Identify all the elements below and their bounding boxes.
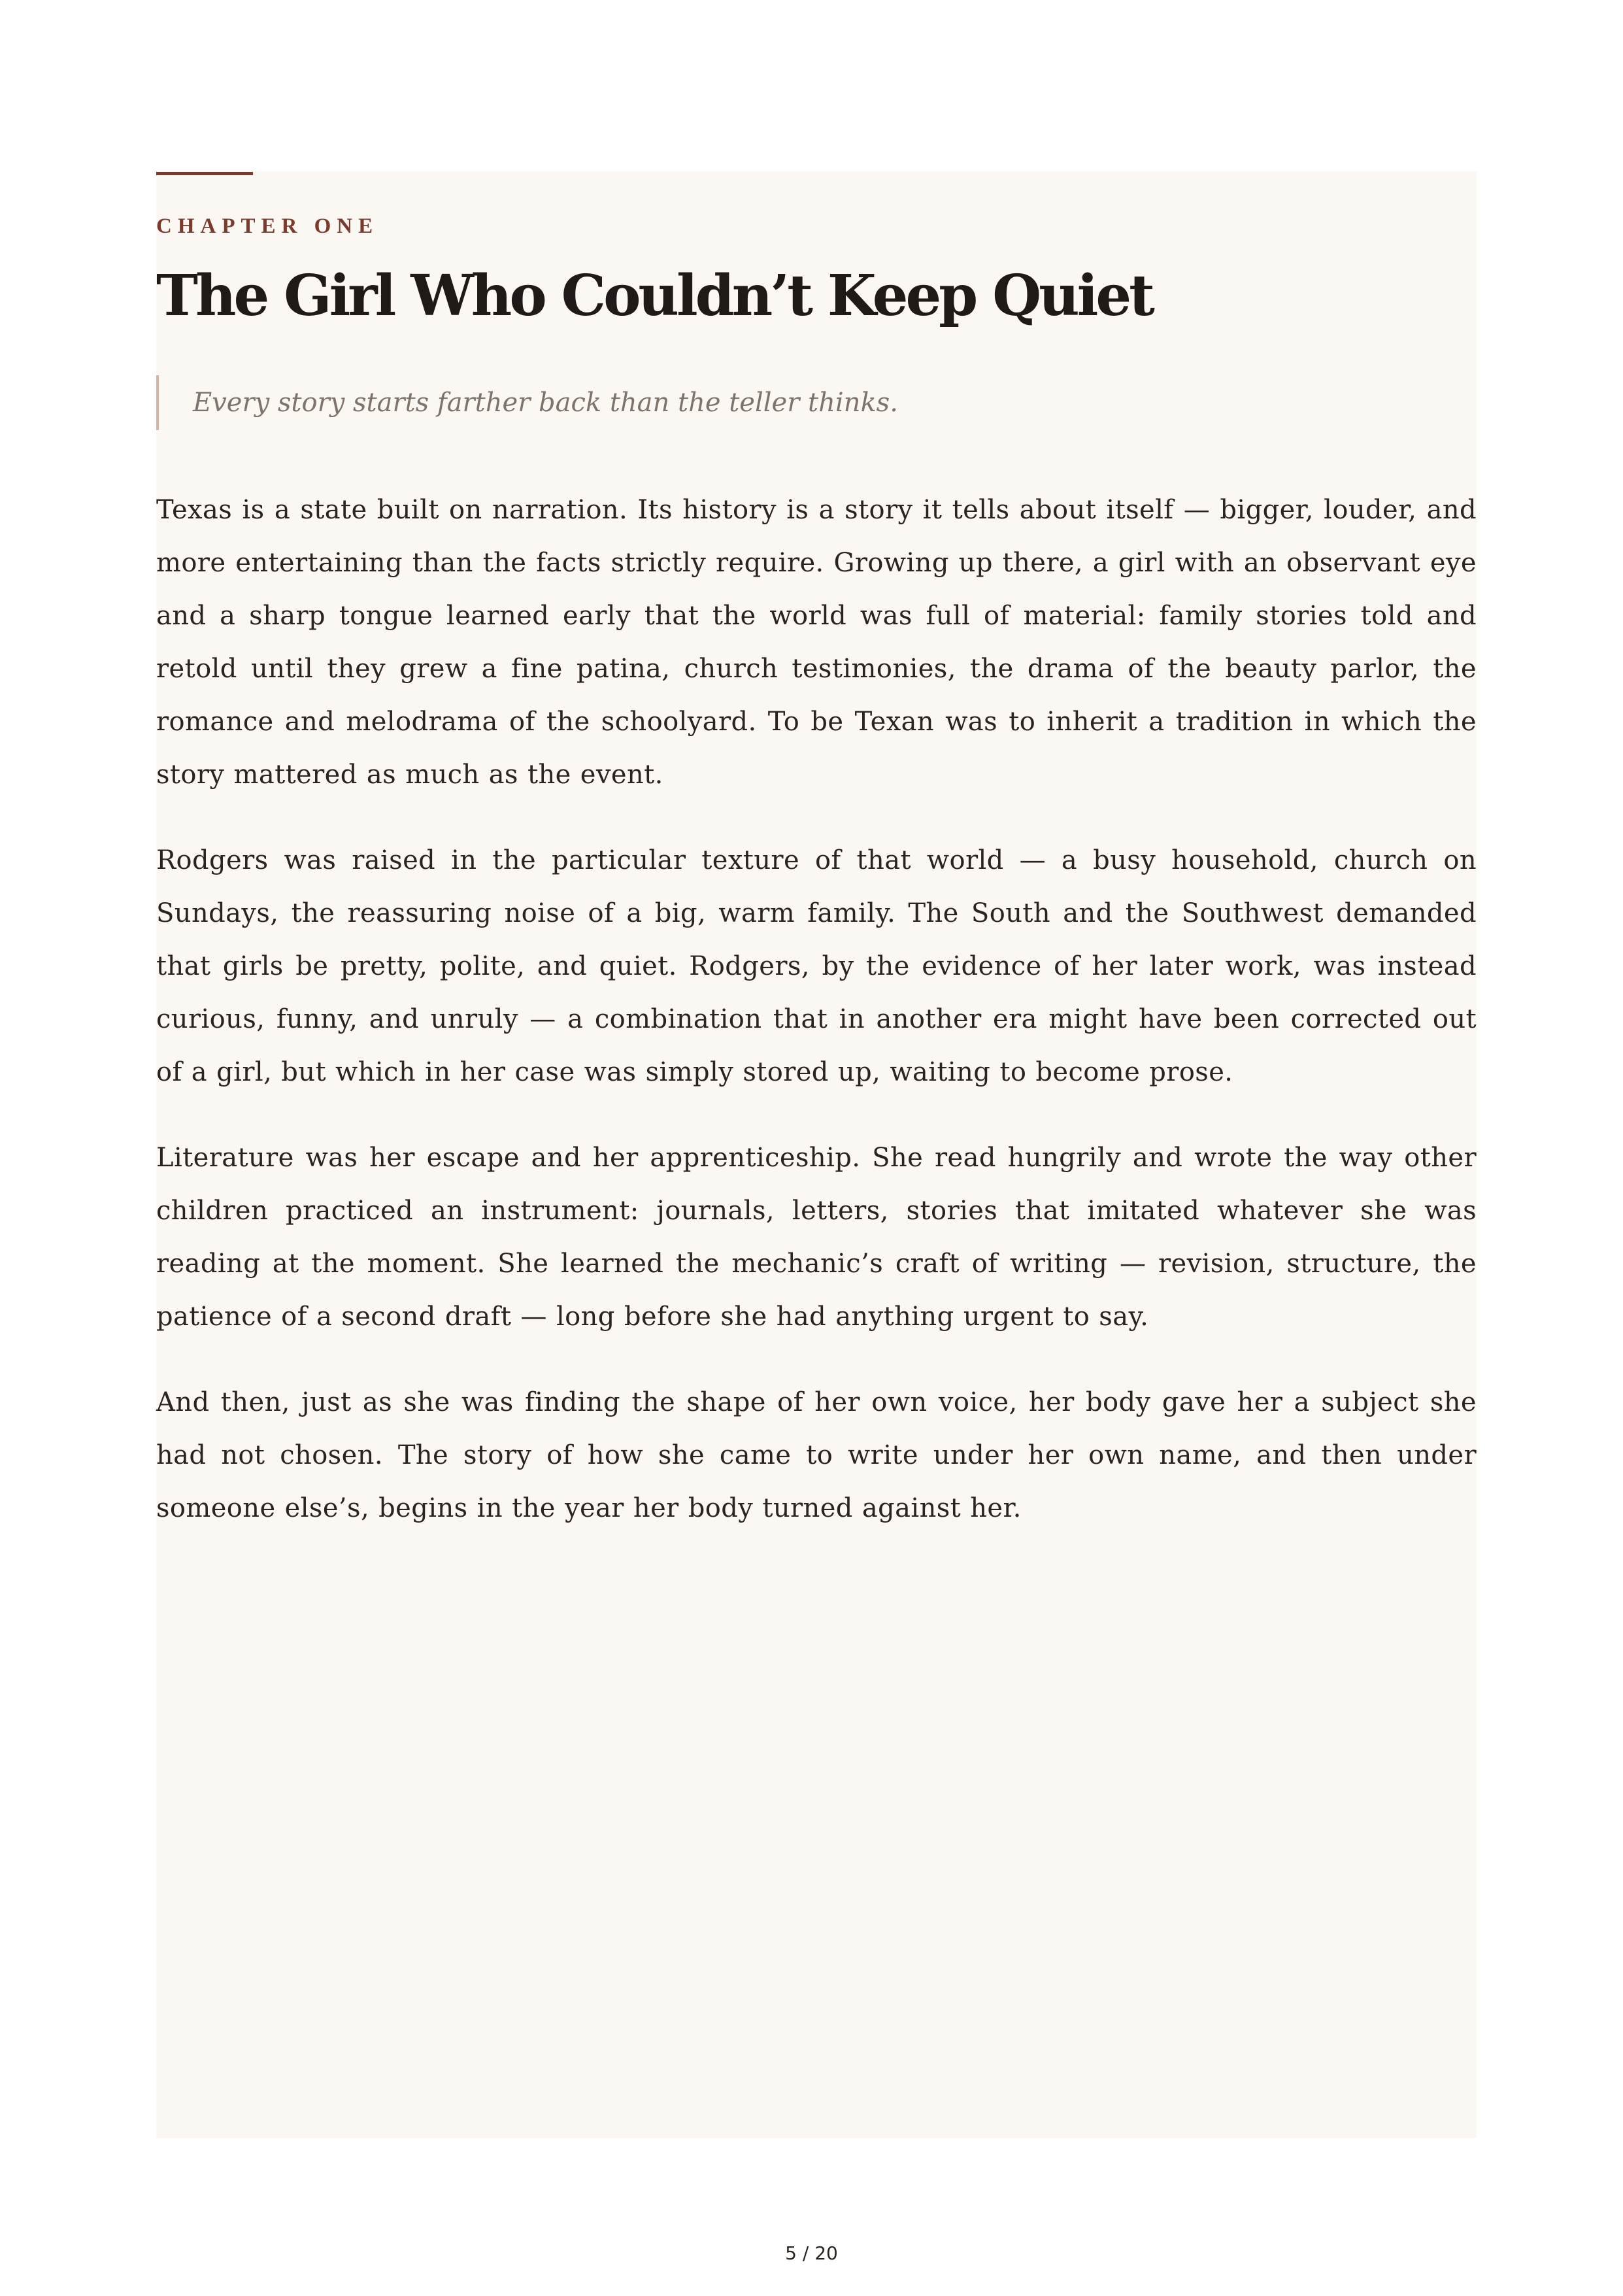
page-number: 5 / 20 [785, 2242, 838, 2264]
epigraph [156, 375, 898, 430]
epigraph-text: Every story starts farther back than the teller thinks. [193, 388, 898, 418]
paragraph: Rodgers was raised in the particular texture of that world — a busy household, church on Sundays, the reassuring noise of a big, warm family. The South and the Southwest demanded that girls be pretty, polite, and quiet. Rodgers, by the evidence of her later work, was instead curious, funny, and unruly — a combination that in another era might have been corrected out of a girl, but which in her case was simply stored up, waiting to become prose. [156, 845, 1477, 1087]
paragraph: Literature was her escape and her apprenticeship. She read hungrily and wrote the way other children practiced an instrument: journals, letters, stories that imitated whatever she was reading at the moment. She learned the mechanic’s craft of writing — revision, structure, the patience of a second draft — long before she had anything urgent to say. [156, 1143, 1477, 1332]
paragraph: And then, just as she was finding the shape of her own voice, her body gave her a subject she had not chosen. The story of how she came to write under her own name, and then under someone else’s, begins in the year her body turned against her. [156, 1387, 1477, 1523]
chapter-title: The Girl Who Couldn’t Keep Quiet [156, 263, 1152, 329]
chapter-label: CHAPTER ONE [156, 214, 379, 238]
body-text [156, 484, 1477, 1568]
chapter-rule [156, 172, 253, 175]
paragraph: Texas is a state built on narration. Its history is a story it tells about itself — bigger, louder, and more entertaining than the facts strictly require. Growing up there, a girl with an observant eye and a sharp tongue learned early that the world was full of material: family stories told and retold until they grew a fine patina, church testimonies, the drama of the beauty parlor, the romance and melodrama of the schoolyard. To be Texan was to inherit a tradition in which the story mattered as much as the event. [156, 495, 1477, 790]
